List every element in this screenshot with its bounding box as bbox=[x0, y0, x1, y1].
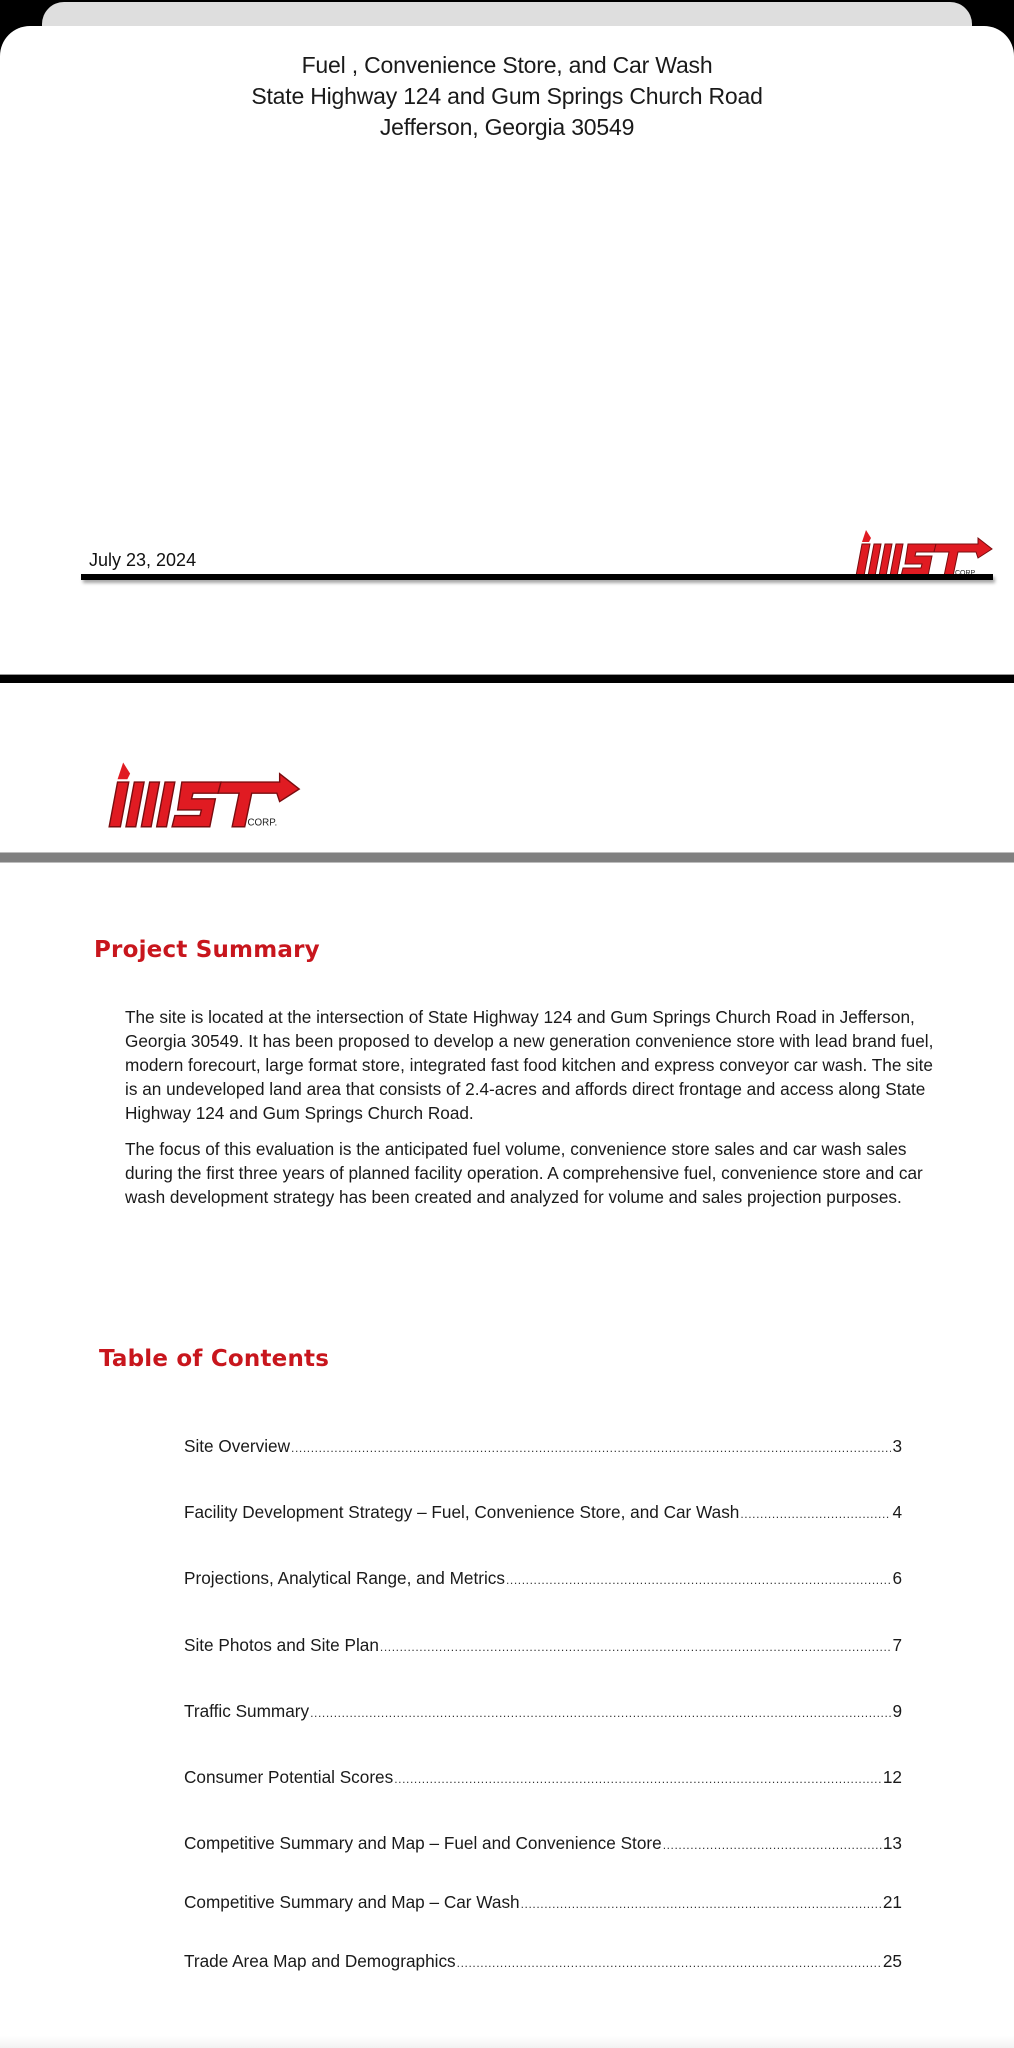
toc-leader bbox=[310, 1706, 891, 1720]
toc-leader bbox=[380, 1640, 892, 1654]
cover-date: July 23, 2024 bbox=[89, 550, 197, 570]
imst-logo-header bbox=[98, 754, 302, 838]
toc-entry-page: 25 bbox=[882, 1951, 902, 1971]
toc-leader bbox=[740, 1507, 891, 1521]
toc-entry-label: Competitive Summary and Map – Car Wash bbox=[184, 1892, 520, 1912]
toc-leader bbox=[521, 1897, 882, 1911]
cover-title-line-2: State Highway 124 and Gum Springs Church Road bbox=[251, 83, 763, 109]
toc-leader bbox=[291, 1441, 891, 1455]
toc-entry-label: Facility Development Strategy – Fuel, Convenience Store, and Car Wash bbox=[184, 1502, 740, 1522]
summary-paragraph-2: The focus of this evaluation is the anticipated fuel volume, convenience store sales and car wash sales during the first three years of planned facility operation. A comprehensive fuel, convenience store and car wash development strategy has been created and analyzed for volume and sales projection purposes. bbox=[125, 1139, 923, 1207]
toc-leader bbox=[506, 1573, 891, 1587]
cover-rule bbox=[81, 574, 993, 580]
toc-entry[interactable] bbox=[184, 1833, 902, 1857]
cover-title-line-3: Jefferson, Georgia 30549 bbox=[379, 114, 635, 140]
page-bottom-edge bbox=[0, 2036, 1014, 2048]
imst-logo-icon bbox=[98, 754, 302, 838]
toc-entry-label: Competitive Summary and Map – Fuel and Convenience Store bbox=[184, 1833, 662, 1853]
toc-entry[interactable] bbox=[184, 1502, 902, 1526]
toc-entry[interactable] bbox=[184, 1892, 902, 1916]
svg-text:CORP.: CORP. bbox=[247, 817, 278, 829]
toc-entry[interactable] bbox=[184, 1635, 902, 1659]
toc-entry-page: 21 bbox=[882, 1892, 902, 1912]
cover-title-block bbox=[0, 50, 1014, 143]
cover-title-line-1: Fuel , Convenience Store, and Car Wash bbox=[301, 52, 713, 78]
toc-entry-page: 7 bbox=[892, 1635, 902, 1655]
toc-entry-label: Site Photos and Site Plan bbox=[184, 1635, 379, 1655]
page-divider bbox=[0, 674, 1014, 683]
toc-leader bbox=[394, 1772, 882, 1786]
toc-entry-page: 12 bbox=[882, 1767, 902, 1787]
toc-entry-label: Traffic Summary bbox=[184, 1701, 310, 1721]
toc-entry-label: Projections, Analytical Range, and Metrics bbox=[184, 1568, 505, 1588]
toc-leader bbox=[663, 1838, 882, 1852]
toc-entry-page: 13 bbox=[882, 1833, 902, 1853]
toc-entry-label: Trade Area Map and Demographics bbox=[184, 1951, 456, 1971]
project-summary-heading: Project Summary bbox=[94, 937, 320, 963]
toc-entry-page: 6 bbox=[892, 1568, 902, 1588]
toc-entry[interactable] bbox=[184, 1701, 902, 1725]
toc-heading: Table of Contents bbox=[99, 1346, 330, 1372]
toc-entry-label: Consumer Potential Scores bbox=[184, 1767, 394, 1787]
toc-entry[interactable] bbox=[184, 1767, 902, 1791]
summary-paragraph-1: The site is located at the intersection of State Highway 124 and Gum Springs Church Road in Jefferson, Georgia 30549. It has been proposed to develop a new generation convenience store with lead brand fuel, modern forecourt, large format store, integrated fast food kitchen and express conveyor car wash. The site is an undeveloped land area that consists of 2.4-acres and affords direct frontage and access along State Highway 124 and Gum Springs Church Road. bbox=[125, 1007, 934, 1123]
toc-entry-label: Site Overview bbox=[184, 1436, 291, 1456]
toc-entry[interactable] bbox=[184, 1951, 902, 1975]
toc-entry-page: 3 bbox=[892, 1436, 902, 1456]
toc-entry-page: 4 bbox=[892, 1502, 902, 1522]
toc-leader bbox=[457, 1956, 882, 1970]
toc-entry[interactable] bbox=[184, 1436, 902, 1460]
toc-entry[interactable] bbox=[184, 1568, 902, 1592]
header-rule-overlay bbox=[0, 852, 1014, 863]
toc-entry-page: 9 bbox=[892, 1701, 902, 1721]
